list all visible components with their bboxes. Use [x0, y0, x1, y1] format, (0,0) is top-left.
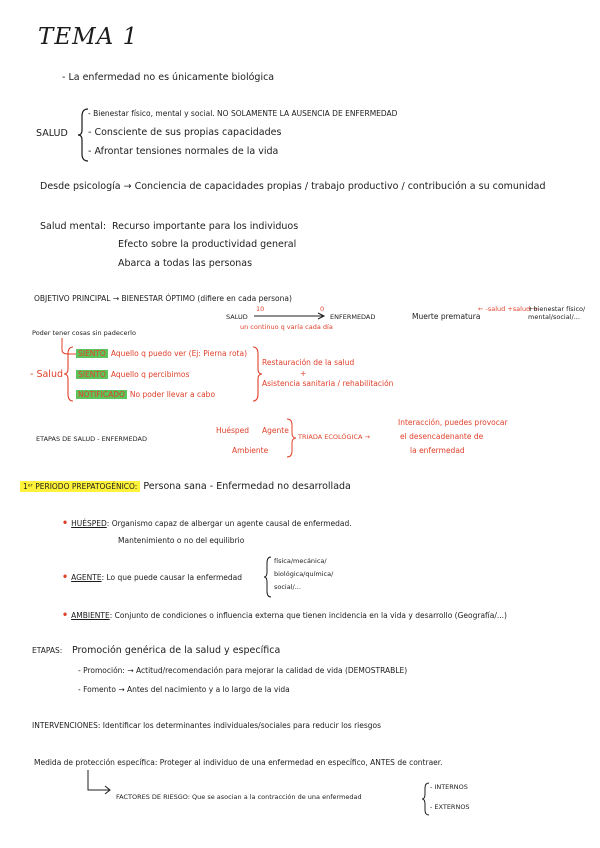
tipo-text-2: Aquello q percibimos: [110, 370, 190, 379]
etapas-se-label: ETAPAS DE SALUD - ENFERMEDAD: [36, 435, 147, 443]
continuo-right-num: 0: [320, 305, 325, 313]
tipos-right-brace: [252, 346, 262, 402]
continuo-left-num: 10: [256, 305, 265, 313]
periodo-text: Persona sana - Enfermedad no desarrollada: [143, 481, 351, 492]
triada-brace: [286, 418, 296, 458]
continuo-arrow: [254, 312, 326, 320]
sin-padecerlo-note: Poder tener cosas sin padecerlo: [32, 329, 136, 337]
medida-line: Medida de protección específica: Proteger al individuo de una enfermedad en específico, ANTES de contraer.: [34, 758, 443, 767]
agente-bullet: •: [62, 572, 69, 583]
tipos-label: - Salud: [30, 369, 63, 380]
triada-ambiente: Ambiente: [232, 446, 269, 455]
tipo-row-3: [76, 389, 215, 400]
continuo-enfermedad: ENFERMEDAD: [330, 313, 376, 321]
ambiente-bullet: •: [62, 610, 69, 621]
agente-label: AGENTE: [71, 573, 102, 582]
tipos-brace: [64, 346, 74, 402]
periodo-label: 1ᵉʳ PERIODO PREPATOGÉNICO:: [20, 481, 140, 492]
muerte-arrow: ← -salud +salud →: [478, 305, 538, 313]
continuo-note: un continuo q varía cada día: [240, 323, 333, 331]
huesped-text: : Organismo capaz de albergar un agente causal de enfermedad.: [106, 519, 352, 528]
triada-result-3: la enfermedad: [410, 446, 465, 455]
factores-arrow: [86, 770, 114, 796]
periodo-row: [20, 481, 351, 492]
salud-item-3: - Afrontar tensiones normales de la vida: [88, 146, 279, 157]
salud-mental-item-3: Abarca a todas las personas: [118, 258, 253, 269]
factores-internos: - INTERNOS: [430, 783, 468, 791]
salud-label: SALUD: [36, 128, 68, 139]
huesped-label: HUÉSPED: [71, 519, 107, 528]
intervenciones-line: INTERVENCIONES: Identificar los determinantes individuales/sociales para reducir los riesgos: [32, 721, 382, 730]
triada-label: TRIADA ECOLÓGICA →: [298, 433, 370, 441]
ambiente-row: [62, 610, 507, 621]
continuo-salud: SALUD: [226, 313, 248, 321]
salud-item-2: - Consciente de sus propias capacidades: [88, 127, 282, 138]
tipo-text-3: No poder llevar a cabo: [129, 390, 216, 399]
tipo-text-1: Aquello q puedo ver (Ej: Pierna rota): [110, 349, 248, 358]
agente-row: [62, 572, 242, 583]
ambiente-text: : Conjunto de condiciones o influencia externa que tienen incidencia en la vida y desarrollo (Geografía/...): [109, 611, 507, 620]
etapas-fomento: - Fomento → Antes del nacimiento y a lo largo de la vida: [78, 685, 290, 694]
agente-list-1: física/mecánica/: [274, 557, 327, 565]
agente-list-3: social/...: [274, 583, 301, 591]
page-title: TEMA 1: [38, 24, 139, 50]
tipos-right-2: Asistencia sanitaria / rehabilitación: [262, 379, 394, 388]
tipos-plus: +: [300, 369, 307, 378]
salud-mental-label: Salud mental:: [40, 221, 107, 232]
tipo-tag-2: SIENTO: [78, 370, 106, 379]
triada-agente: Agente: [262, 426, 289, 435]
ambiente-label: AMBIENTE: [71, 611, 110, 620]
etapas-label: ETAPAS:: [32, 646, 63, 655]
triada-result-1: Interacción, puedes provocar: [398, 418, 508, 427]
muerte-right: +bienestar físico/ mental/social/...: [528, 305, 586, 321]
factores-brace: [422, 782, 430, 816]
intro-line: - La enfermedad no es únicamente biológica: [62, 72, 275, 83]
triada-huesped: Huésped: [216, 426, 250, 435]
tipo-tag-3: NOTIFICADO: [78, 390, 125, 399]
agente-list-2: biológica/química/: [274, 570, 334, 578]
tipos-right-1: Restauración de la salud: [262, 358, 355, 367]
agente-text: : Lo que puede causar la enfermedad: [101, 573, 243, 582]
factores-externos: - EXTERNOS: [430, 803, 470, 811]
muerte-label: Muerte prematura: [412, 312, 481, 321]
agente-brace: [264, 556, 272, 598]
tipo-row-2: [76, 369, 189, 380]
etapas-promocion: - Promoción: → Actitud/recomendación para mejorar la calidad de vida (DEMOSTRABLE): [78, 666, 408, 675]
huesped-row: [62, 518, 352, 529]
tipo-tag-1: SIENTO: [78, 349, 106, 358]
huesped-bullet: •: [62, 518, 69, 529]
triada-result-2: el desencadenante de: [400, 432, 484, 441]
salud-mental-item-2: Efecto sobre la productividad general: [118, 239, 297, 250]
salud-item-1: - Bienestar físico, mental y social. NO SOLAMENTE LA AUSENCIA DE ENFERMEDAD: [88, 109, 398, 118]
salud-mental-item-1: Recurso importante para los individuos: [112, 221, 299, 232]
etapas-text: Promoción genérica de la salud y específica: [72, 645, 281, 656]
factores-text: FACTORES DE RIESGO: Que se asocian a la contracción de una enfermedad: [116, 793, 362, 801]
tipo-row-1: [76, 348, 247, 359]
objetivo-line: OBJETIVO PRINCIPAL → BIENESTAR ÓPTIMO (difiere en cada persona): [34, 294, 292, 303]
psicologia-line: Desde psicología → Conciencia de capacidades propias / trabajo productivo / contribución a su comunidad: [40, 181, 546, 192]
huesped-line2: Mantenimiento o no del equilibrio: [118, 536, 245, 545]
